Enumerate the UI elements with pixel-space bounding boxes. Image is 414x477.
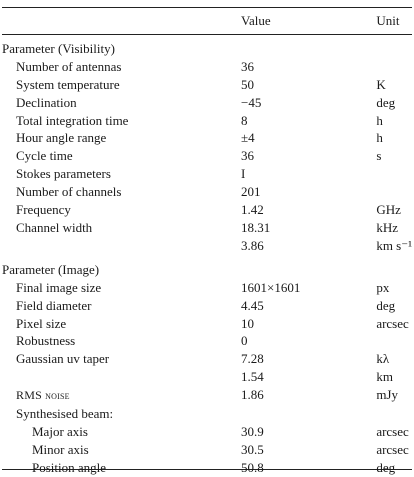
table-row bbox=[2, 58, 412, 76]
table-row bbox=[2, 112, 412, 130]
row-value: ±4 bbox=[241, 130, 255, 146]
table-subrow bbox=[2, 459, 412, 477]
row-label-rms-noise bbox=[2, 386, 241, 405]
row-unit bbox=[376, 58, 412, 76]
row-unit: s bbox=[376, 148, 382, 164]
row-label: Frequency bbox=[16, 202, 71, 218]
table-header-row bbox=[2, 12, 412, 34]
row-label: Declination bbox=[16, 94, 77, 110]
row-label: Total integration time bbox=[16, 112, 129, 128]
table-row bbox=[2, 386, 412, 405]
header-value: Value bbox=[241, 13, 271, 28]
row-unit: arcsec bbox=[376, 441, 409, 457]
row-unit bbox=[376, 165, 412, 183]
row-unit bbox=[376, 405, 412, 423]
row-value: 1.86 bbox=[241, 387, 264, 403]
row-label: Major axis bbox=[32, 423, 88, 439]
row-value: 201 bbox=[241, 184, 261, 200]
row-label: Gaussian uv taper bbox=[16, 351, 110, 367]
row-value: 1.42 bbox=[241, 202, 264, 218]
row-unit: h bbox=[376, 112, 383, 128]
row-unit: arcsec bbox=[376, 423, 409, 439]
row-label: Minor axis bbox=[32, 441, 89, 457]
section-heading-visibility bbox=[2, 34, 412, 58]
section-title: Parameter (Visibility) bbox=[2, 40, 115, 56]
table-row bbox=[2, 76, 412, 94]
section-heading-image bbox=[2, 255, 412, 279]
table-row bbox=[2, 219, 412, 237]
table-subrow bbox=[2, 441, 412, 459]
table-subrow bbox=[2, 423, 412, 441]
row-unit bbox=[376, 332, 412, 350]
row-value: 36 bbox=[241, 148, 255, 164]
row-value: 1.54 bbox=[241, 369, 264, 385]
table-row bbox=[2, 183, 412, 201]
row-value: 4.45 bbox=[241, 297, 264, 313]
row-label bbox=[2, 237, 241, 255]
table-row bbox=[2, 332, 412, 350]
row-unit: kHz bbox=[376, 219, 398, 235]
table-row bbox=[2, 165, 412, 183]
table-row bbox=[2, 147, 412, 165]
table-row bbox=[2, 297, 412, 315]
row-value: 18.31 bbox=[241, 219, 271, 235]
row-unit: deg bbox=[376, 459, 396, 475]
header-unit: Unit bbox=[376, 13, 400, 28]
row-label: Robustness bbox=[16, 333, 76, 349]
row-value: 7.28 bbox=[241, 351, 264, 367]
row-value: I bbox=[241, 166, 246, 182]
table-row bbox=[2, 350, 412, 368]
row-unit: h bbox=[376, 130, 383, 146]
row-label: Hour angle range bbox=[16, 130, 107, 146]
row-label: Position angle bbox=[32, 459, 107, 475]
header-param bbox=[2, 12, 241, 34]
row-unit: km s⁻¹ bbox=[376, 237, 412, 253]
table-row bbox=[2, 279, 412, 297]
row-label: Channel width bbox=[16, 219, 93, 235]
row-label: Field diameter bbox=[16, 297, 92, 313]
row-label: Stokes parameters bbox=[16, 166, 111, 182]
row-value: 30.5 bbox=[241, 441, 264, 457]
row-label: Number of channels bbox=[16, 184, 122, 200]
table-row bbox=[2, 201, 412, 219]
row-value: 10 bbox=[241, 315, 255, 331]
row-unit: GHz bbox=[376, 202, 401, 218]
section-title: Parameter (Image) bbox=[2, 261, 100, 277]
row-value bbox=[241, 405, 376, 423]
row-value: 30.9 bbox=[241, 423, 264, 439]
row-unit: arcsec bbox=[376, 315, 409, 331]
table-row bbox=[2, 237, 412, 255]
row-label: Number of antennas bbox=[16, 58, 122, 74]
row-label: Final image size bbox=[16, 279, 102, 295]
table-row bbox=[2, 129, 412, 147]
row-unit bbox=[376, 183, 412, 201]
table-row bbox=[2, 405, 412, 423]
row-unit: deg bbox=[376, 94, 396, 110]
row-label: System temperature bbox=[16, 76, 120, 92]
parameter-table bbox=[2, 12, 412, 477]
row-label: Synthesised beam: bbox=[16, 406, 114, 422]
table-row bbox=[2, 94, 412, 112]
row-value: 50 bbox=[241, 76, 255, 92]
row-unit: px bbox=[376, 279, 390, 295]
row-label bbox=[2, 368, 241, 386]
row-value: 1601×1601 bbox=[241, 279, 301, 295]
row-value: 8 bbox=[241, 112, 248, 128]
row-unit: km bbox=[376, 369, 393, 385]
top-rule bbox=[2, 7, 412, 8]
row-unit: deg bbox=[376, 297, 396, 313]
row-value: −45 bbox=[241, 94, 262, 110]
table-row bbox=[2, 315, 412, 333]
row-label: Pixel size bbox=[16, 315, 67, 331]
row-label: Cycle time bbox=[16, 148, 73, 164]
row-value: 0 bbox=[241, 333, 248, 349]
row-label: RMS noise bbox=[16, 388, 70, 403]
row-value: 50.8 bbox=[241, 459, 264, 475]
row-unit: kλ bbox=[376, 351, 390, 367]
row-value: 3.86 bbox=[241, 237, 264, 253]
row-unit: K bbox=[376, 76, 386, 92]
row-value: 36 bbox=[241, 58, 255, 74]
row-unit: mJy bbox=[376, 387, 398, 403]
table-row bbox=[2, 368, 412, 386]
